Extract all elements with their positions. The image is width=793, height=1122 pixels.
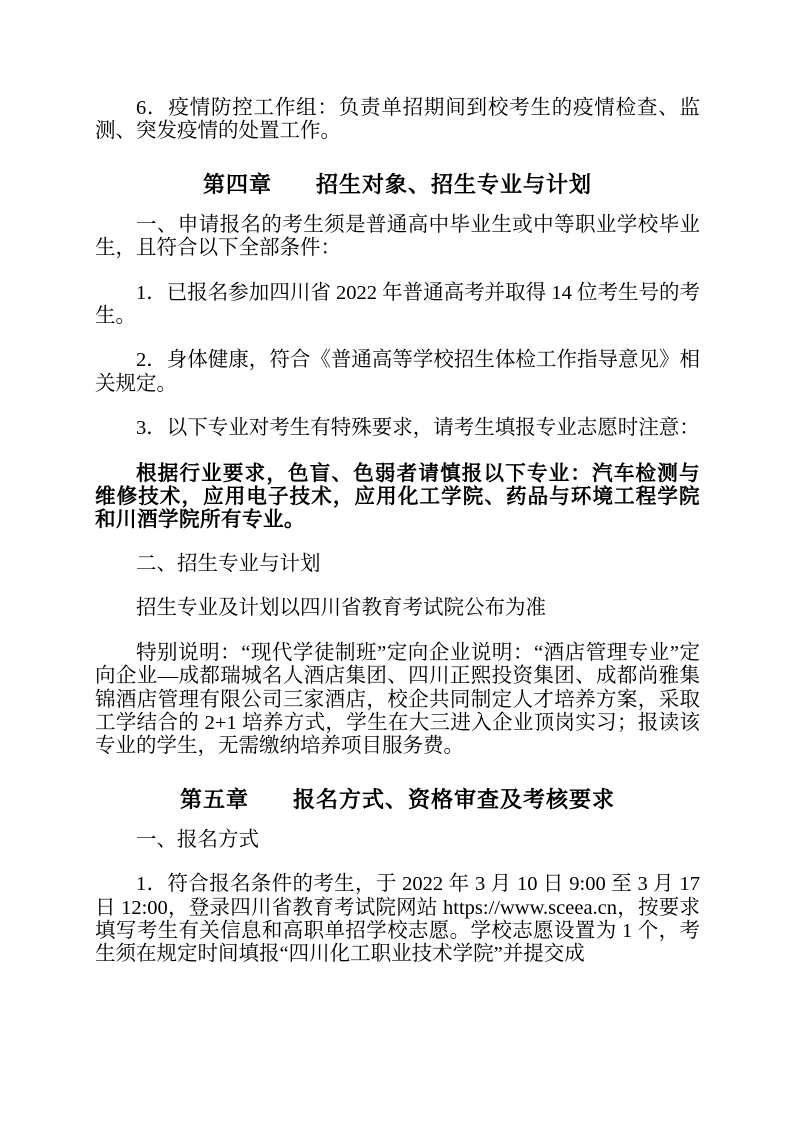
paragraph-applicant-eligibility: 一、申请报名的考生须是普通高中毕业生或中等职业学校毕业生，且符合以下全部条件： [95,213,700,260]
paragraph-color-blindness-warning: 根据行业要求，色盲、色弱者请慎报以下专业：汽车检测与维修技术，应用电子技术，应用化工学院、药品与环境工程学院和川酒学院所有专业。 [95,461,700,532]
chapter-5-title: 报名方式、资格审查及考核要求 [293,786,616,812]
paragraph-registration-method-heading: 一、报名方式 [136,828,259,851]
chapter-5-heading [95,785,700,815]
chapter-4-heading [95,170,700,200]
paragraph-special-note-apprenticeship: 特别说明：“现代学徒制班”定向企业说明：“酒店管理专业”定向企业—成都瑞城名人酒店集团、四川正熙投资集团、成都尚雅集锦酒店管理有限公司三家酒店，校企共同制定人才培养方案，采取工学结合的 2+1 培养方式，学生在大三进入企业顶岗实习；报读该专业的学生，无需缴纳培养项目服务费。 [95,641,700,758]
paragraph-condition-3-special-requirements: 3．以下专业对考生有特殊要求，请考生填报专业志愿时注意： [136,417,700,440]
paragraph-condition-2-health: 2．身体健康，符合《普通高等学校招生体检工作指导意见》相关规定。 [95,349,700,395]
paragraph-plan-published-by-sceea: 招生专业及计划以四川省教育考试院公布为准 [136,597,546,620]
chapter-4-label: 第四章 [202,171,272,197]
chapter-4-title: 招生对象、招生专业与计划 [316,171,593,197]
paragraph-majors-and-plan-heading: 二、招生专业与计划 [136,552,321,575]
chapter-5-label: 第五章 [179,786,249,812]
paragraph-condition-1-gaokao-registration: 1．已报名参加四川省 2022 年普通高考并取得 14 位考生号的考生。 [95,281,700,328]
paragraph-registration-instructions: 1．符合报名条件的考生，于 2022 年 3 月 10 日 9:00 至 3 月 17 日 12:00，登录四川省教育考试院网站 https://www.sceea.cn，按要求填写考生有关信息和高职单招学校志愿。学校志愿设置为 1 个，考生须在规定时间填报“四川化工职业技术学院”并提交成 [95,873,700,966]
paragraph-epidemic-control-group: 6．疫情防控工作组：负责单招期间到校考生的疫情检查、监测、突发疫情的处置工作。 [95,97,700,143]
